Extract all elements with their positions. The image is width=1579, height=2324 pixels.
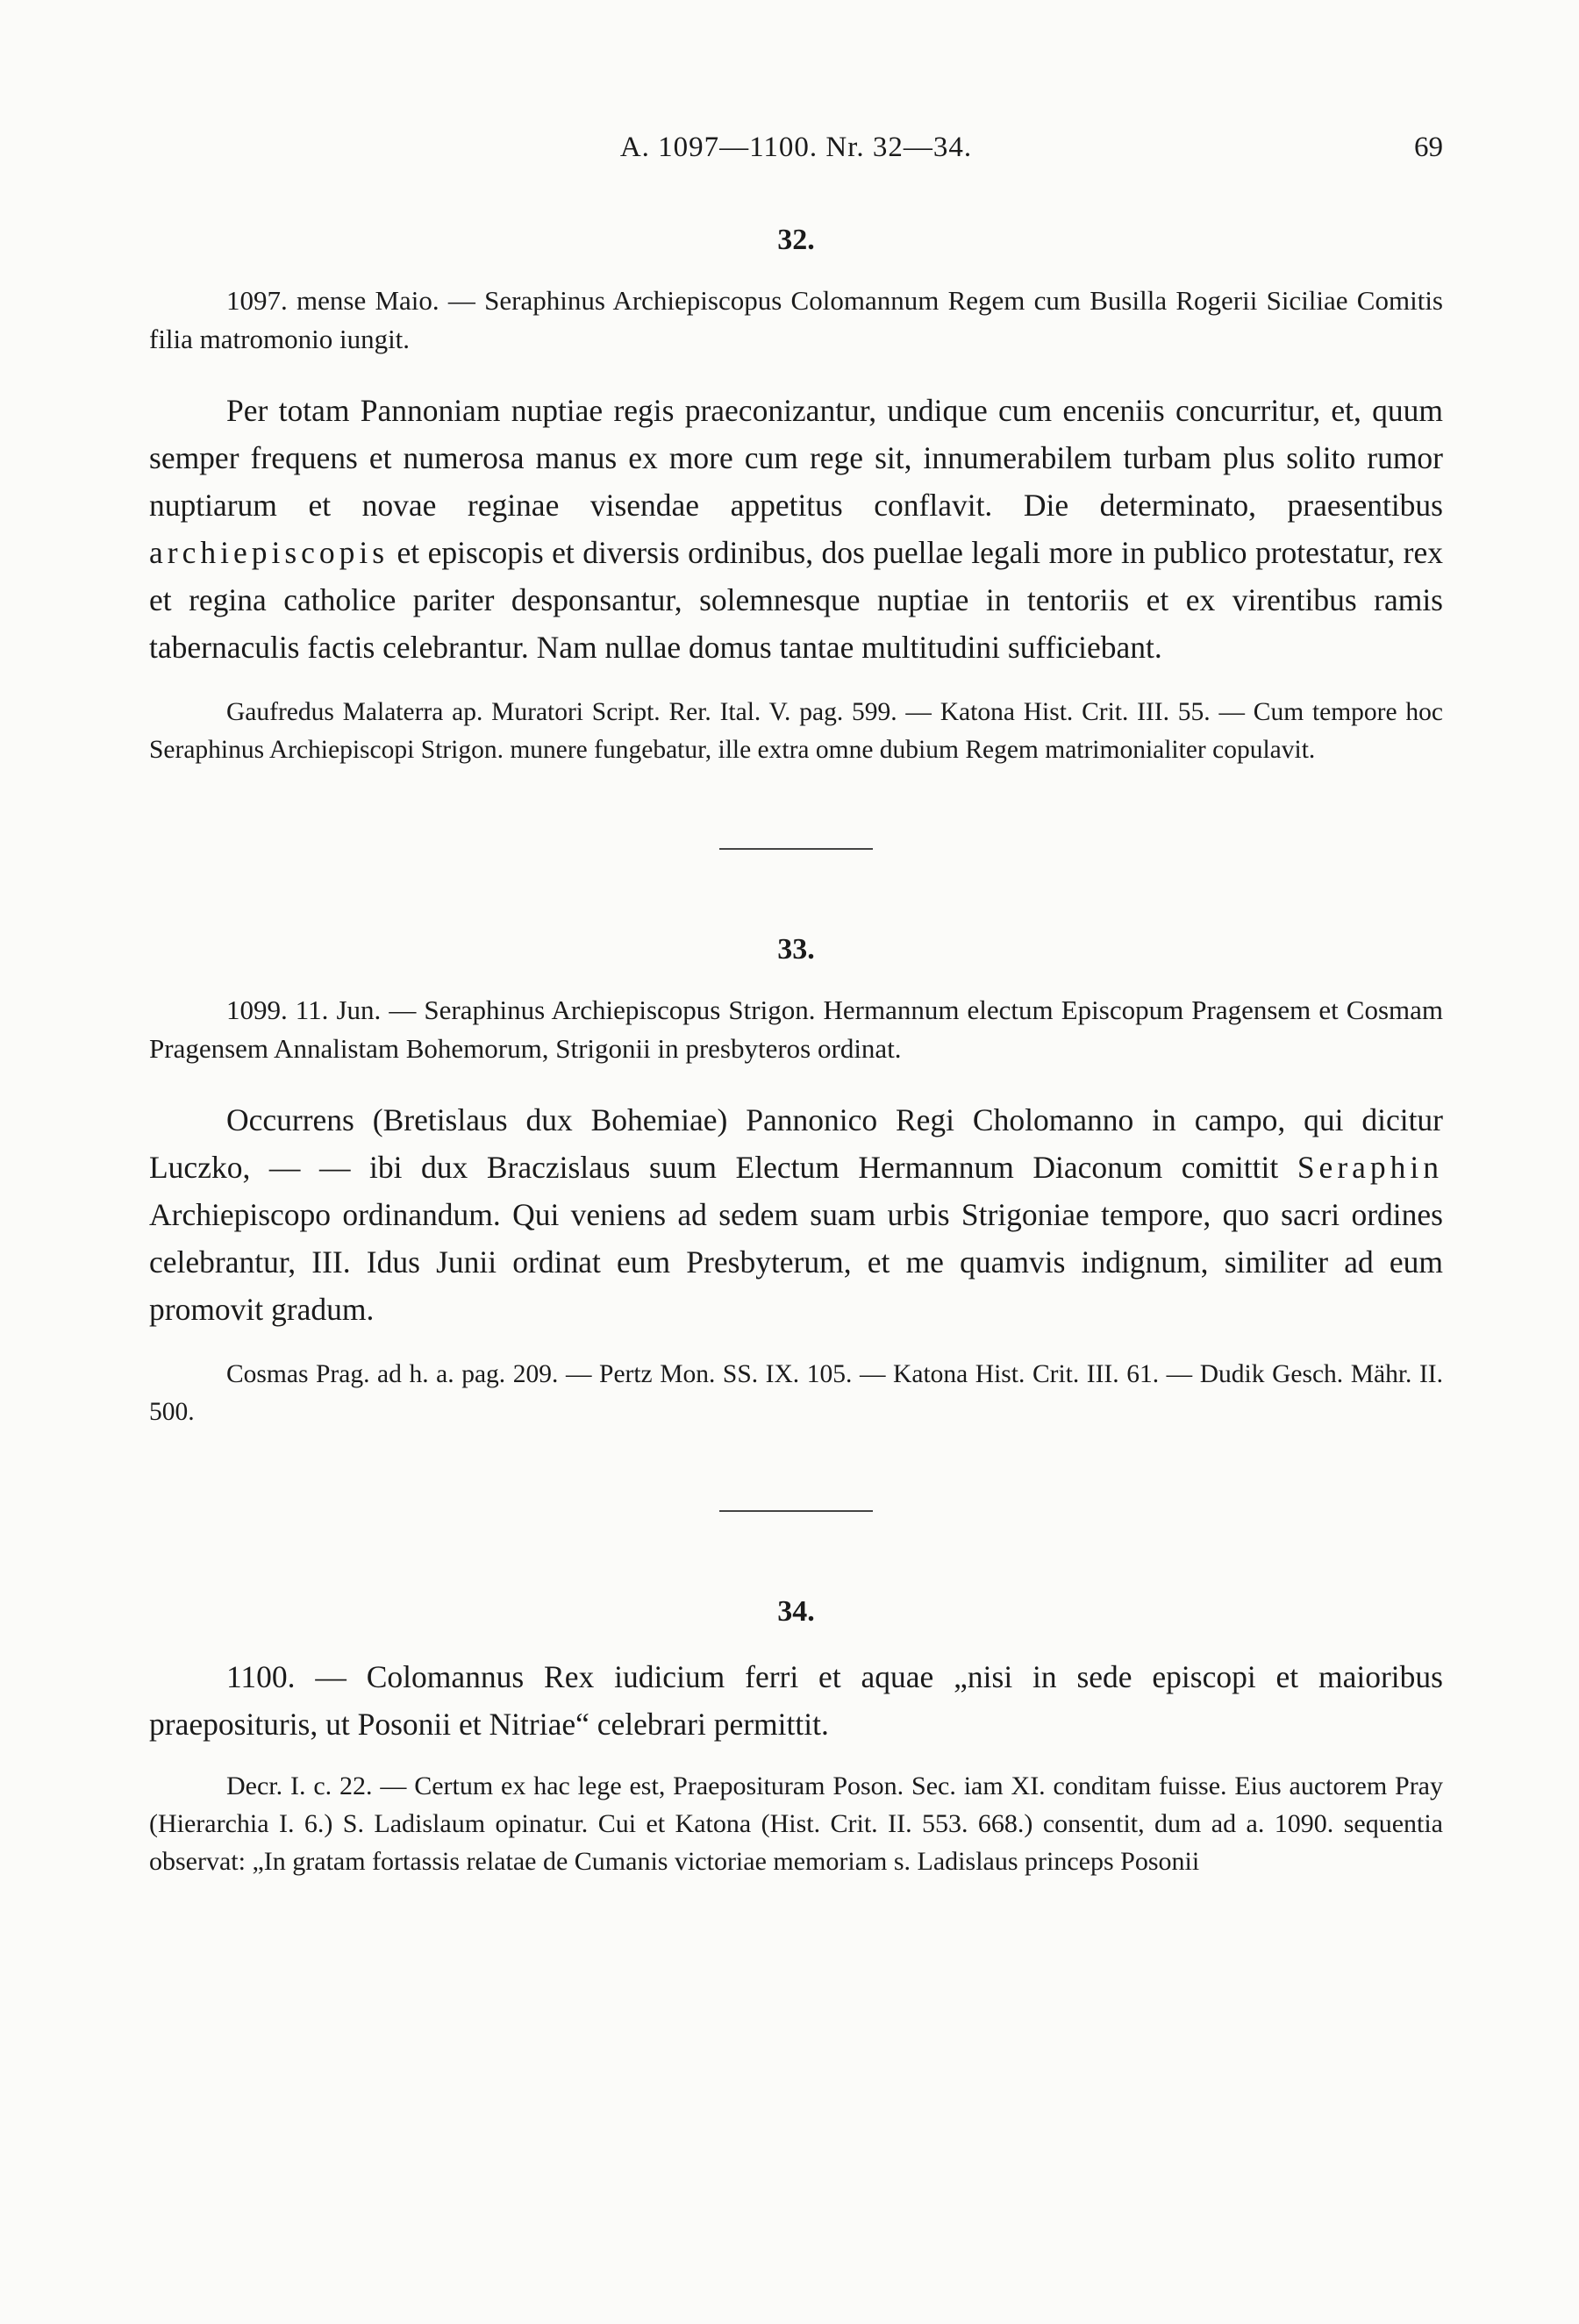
entry-text-spaced: Seraphin bbox=[1297, 1150, 1444, 1185]
entry-source-note: Decr. I. c. 22. — Certum ex hac lege est, Praeposituram Poson. Sec. iam XI. conditam fuisse. Eius auctorem Pray (Hierarchia I. 6.) S. Ladislaum opinatur. Cui et Katona (Hist. Crit. II. 553. 668.) consentit, dum ad a. 1090. sequentia observat: „In gratam fortassis relatae de Cumanis victoriae memoriam s. Ladislaus princeps Posonii bbox=[149, 1772, 1443, 1876]
entry-number: 32. bbox=[777, 224, 815, 256]
entry-text-part1: Occurrens (Bretislaus dux Bohemiae) Pannonico Regi Cholomanno in campo, qui dicitur Luczko, — — ibi dux Braczislaus suum Electum Hermannum Diaconum comittit bbox=[149, 1102, 1443, 1185]
page-header bbox=[149, 132, 1443, 175]
entry-text-part2: et episcopis et diversis ordinibus, dos puellae legali more in publico protestatur, rex et regina catholice pariter desponsantur, solemnesque nuptiae in tentoriis et ex virentibus ramis tabernaculis factis celebrantur. Nam nullae domus tantae multitudini sufficiebant. bbox=[149, 535, 1444, 665]
entry-34 bbox=[149, 1595, 1443, 1880]
page-number: 69 bbox=[1414, 132, 1443, 163]
entry-number: 33. bbox=[777, 933, 815, 966]
page-content bbox=[149, 224, 1443, 1880]
entry-text-part2: Archiepiscopo ordinandum. Qui veniens ad sedem suam urbis Strigoniae tempore, quo sacri ordines celebrantur, III. Idus Junii ordinat eum Presbyterum, et me quamvis indignum, similiter ad eum promovit gradum. bbox=[149, 1197, 1443, 1327]
entry-source-note: Cosmas Prag. ad h. a. pag. 209. — Pertz Mon. SS. IX. 105. — Katona Hist. Crit. III. 61. — Dudik Gesch. Mähr. II. 500. bbox=[149, 1360, 1443, 1426]
entry-32 bbox=[149, 224, 1443, 769]
entry-regest: 1099. 11. Jun. — Seraphinus Archiepiscopus Strigon. Hermannum electum Episcopum Pragensem et Cosmam Pragensem Annalistam Bohemorum, Strigonii in presbyteros ordinat. bbox=[149, 994, 1443, 1064]
entry-regest: 1100. — Colomannus Rex iudicium ferri et aquae „nisi in sede episcopi et maioribus praeposituris, ut Posonii et Nitriae“ celebrari permittit. bbox=[149, 1659, 1443, 1742]
entry-text bbox=[149, 1096, 1443, 1333]
section-divider bbox=[719, 1510, 873, 1512]
entry-number: 34. bbox=[777, 1595, 815, 1628]
entry-text bbox=[149, 387, 1443, 671]
entry-33 bbox=[149, 933, 1443, 1431]
section-divider bbox=[719, 848, 873, 850]
entry-text-spaced: archiepiscopis bbox=[149, 535, 389, 570]
entry-text-part1: Per totam Pannoniam nuptiae regis praeconizantur, undique cum enceniis concurritur, et, quum semper frequens et numerosa manus ex more cum rege sit, innumerabilem turbam plus solito rumor nuptiarum et novae reginae visendae appetitus conflavit. Die determinato, praesentibus bbox=[149, 393, 1443, 523]
entry-regest: 1097. mense Maio. — Seraphinus Archiepiscopus Colomannum Regem cum Busilla Rogerii Siciliae Comitis filia matromonio iungit. bbox=[149, 285, 1443, 354]
entry-source-note: Gaufredus Malaterra ap. Muratori Script. Rer. Ital. V. pag. 599. — Katona Hist. Crit. III. 55. — Cum tempore hoc Seraphinus Archiepiscopi Strigon. munere fungebatur, ille extra omne dubium Regem matrimonialiter copulavit. bbox=[149, 698, 1443, 764]
running-head: A. 1097—1100. Nr. 32—34. bbox=[619, 132, 973, 163]
